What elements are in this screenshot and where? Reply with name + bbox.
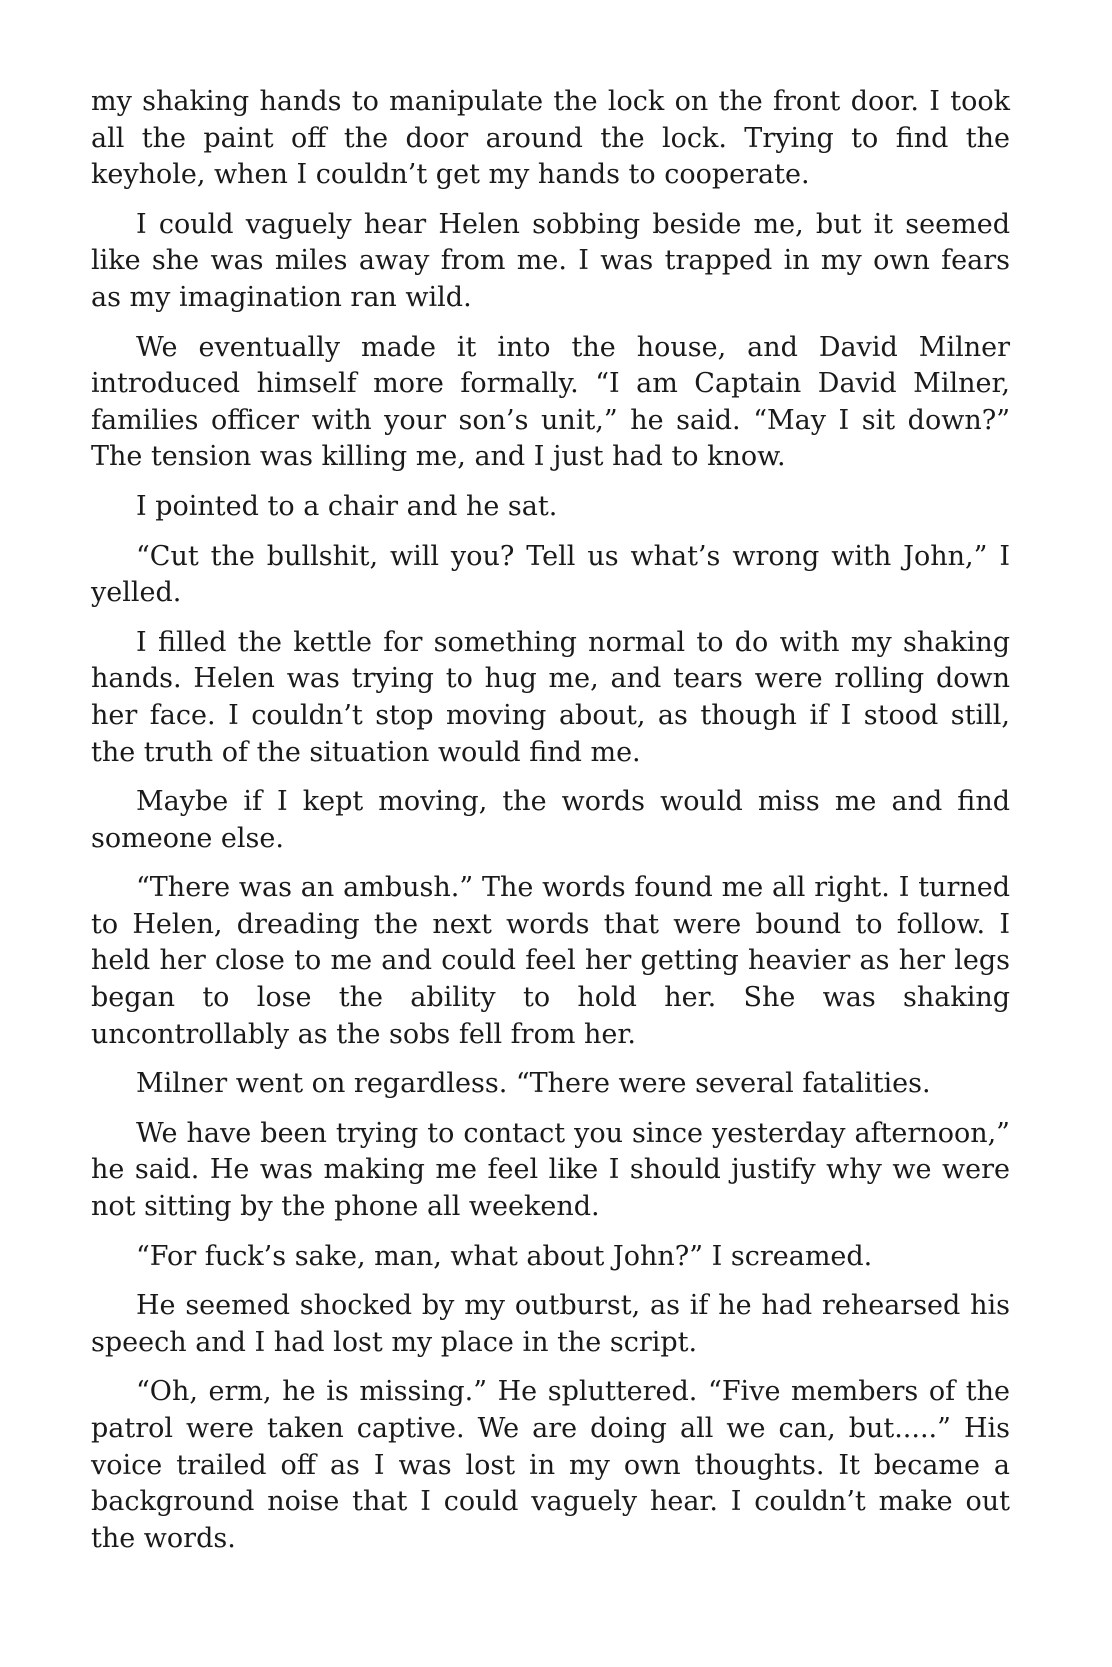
paragraph-continued: my shaking hands to manipulate the lock on the front door. I took all the paint off the door around the lock. Trying to find the keyhole, when I couldn’t get my hands to cooperate. [91,86,1010,191]
paragraph: He seemed shocked by my outburst, as if he had rehearsed his speech and I had lost my place in the script. [91,1290,1010,1358]
paragraph: I pointed to a chair and he sat. [136,490,558,522]
paragraph: “Oh, erm, he is missing.” He spluttered. “Five members of the patrol were taken captive. We are doing all we can, but.....” His voice trailed off as I was lost in my own thoughts. It became a background noise that I could vaguely hear. I couldn’t make out the words. [91,1376,1010,1554]
paragraph: We eventually made it into the house, and David Milner introduced himself more formally. “I am Captain David Milner, families officer with your son’s unit,” he said. “May I sit down?” The tension was killing me, and I just had to know. [91,331,1010,473]
paragraph: “Cut the bullshit, will you? Tell us what’s wrong with John,” I yelled. [91,540,1010,609]
paragraph: I filled the kettle for something normal to do with my shaking hands. Helen was trying to hug me, and tears were rolling down her face. I couldn’t stop moving about, as though if I stood still, the truth of the situation would find me. [91,626,1010,768]
paragraph: I could vaguely hear Helen sobbing beside me, but it seemed like she was miles away from me. I was trapped in my own fears as my imagination ran wild. [91,208,1010,313]
paragraph: “There was an ambush.” The words found me all right. I turned to Helen, dreading the next words that were bound to follow. I held her close to me and could feel her getting heavier as her legs began to lose the ability to hold her. She was shaking uncontrollably as the sobs fell from her. [91,872,1010,1050]
paragraph: “For fuck’s sake, man, what about John?” I screamed. [136,1240,873,1272]
paragraph: Milner went on regardless. “There were several fatalities. [136,1068,931,1100]
paragraph: Maybe if I kept moving, the words would miss me and find someone else. [91,786,1010,854]
page-body [91,84,1010,1570]
paragraph: We have been trying to contact you since yesterday afternoon,” he said. He was making me feel like I should justify why we were not sitting by the phone all weekend. [91,1117,1010,1223]
